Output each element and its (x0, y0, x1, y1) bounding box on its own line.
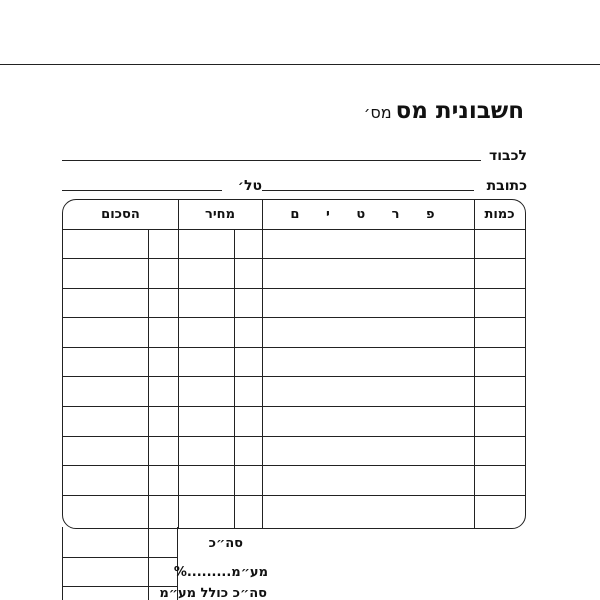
table-row[interactable] (63, 317, 525, 318)
col-divider-amount-cents (148, 229, 149, 528)
address-field-line[interactable] (262, 190, 474, 191)
total-label: סה״כ (208, 536, 243, 551)
col-divider-details (474, 200, 475, 528)
table-row[interactable] (63, 376, 525, 377)
totals-cents-divider (148, 527, 149, 600)
header-details: פ ר ט י ם (290, 207, 446, 222)
to-label: לכבוד (489, 148, 527, 164)
col-divider-price-cents (234, 229, 235, 528)
to-field-line[interactable] (62, 160, 481, 161)
header-price: מחיר (205, 207, 235, 222)
table-row[interactable] (63, 436, 525, 437)
header-amount: הסכום (101, 207, 140, 222)
phone-label: טל׳ (237, 178, 262, 194)
col-divider-amount (178, 200, 179, 528)
table-row[interactable] (63, 495, 525, 496)
table-row[interactable] (63, 465, 525, 466)
invoice-title-main: חשבונית מס (395, 98, 524, 124)
top-rule (0, 64, 600, 65)
vat-label: מע״מ.........% (173, 565, 268, 580)
invoice-number-label: מס׳ (363, 103, 392, 122)
header-rule (63, 229, 525, 230)
header-quantity: כמות (484, 207, 515, 222)
totals-row[interactable] (63, 557, 177, 558)
table-row[interactable] (63, 258, 525, 259)
invoice-title (364, 98, 524, 124)
items-table (62, 199, 526, 529)
phone-field-line[interactable] (62, 190, 222, 191)
address-label: כתובת (486, 178, 527, 194)
table-row[interactable] (63, 406, 525, 407)
table-row[interactable] (63, 347, 525, 348)
table-row[interactable] (63, 288, 525, 289)
col-divider-price (262, 200, 263, 528)
grand-total-label: סה״כ כולל מע״מ (159, 586, 267, 600)
